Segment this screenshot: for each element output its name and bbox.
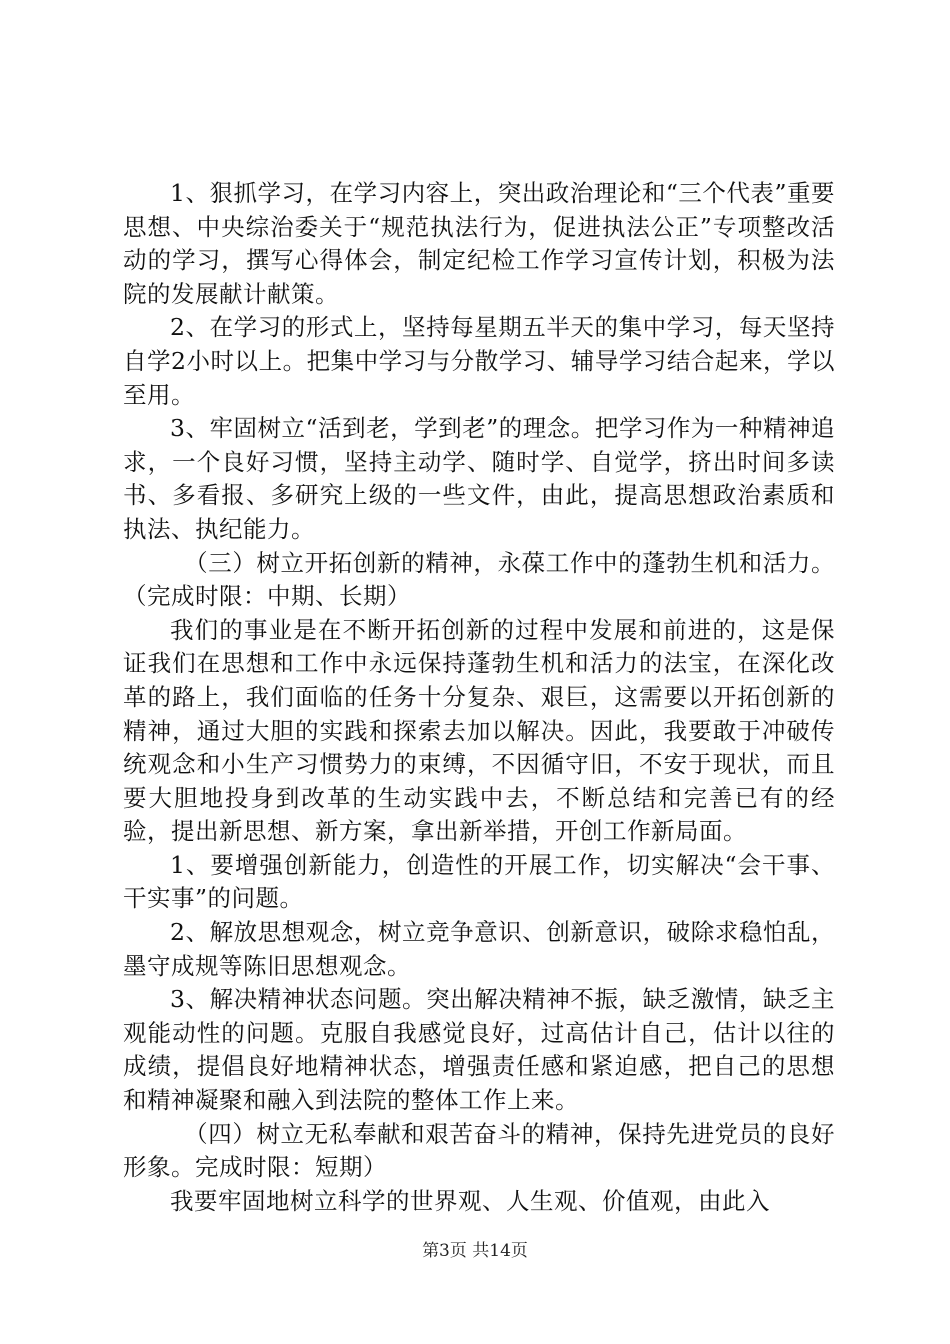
section-heading-dedication: （四）树立无私奉献和艰苦奋斗的精神，保持先进党员的良好形象。完成时限：短期） (123, 1119, 835, 1182)
paragraph-worldview: 我要牢固地树立科学的世界观、人生观、价值观，由此入 (170, 1186, 770, 1215)
section-heading-innovation: （三）树立开拓创新的精神，永葆工作中的蓬勃生机和活力。（完成时限：中期、长期） (123, 548, 835, 611)
paragraph-lifelong-learning: 3、牢固树立“活到老，学到老”的理念。把学习作为一种精神追求，一个良好习惯，坚持主动学、随时学、自觉学，挤出时间多读书、多看报、多研究上级的一些文件，由此，提高思想政治素质和执法、执纪能力。 (123, 414, 835, 543)
paragraph-innovation-body: 我们的事业是在不断开拓创新的过程中发展和前进的，这是保证我们在思想和工作中永远保持蓬勃生机和活力的法宝，在深化改革的路上，我们面临的任务十分复杂、艰巨，这需要以开拓创新的精神，通过大胆的实践和探索去加以解决。因此，我要敢于冲破传统观念和小生产习惯势力的束缚，不因循守旧，不安于现状，而且要大胆地投身到改革的生动实践中去，不断总结和完善已有的经验，提出新思想、新方案，拿出新举措，开创工作新局面。 (123, 615, 835, 846)
paragraph-liberate-thinking: 2、解放思想观念，树立竞争意识、创新意识，破除求稳怕乱，墨守成规等陈旧思想观念。 (123, 918, 835, 980)
document-body (123, 177, 835, 1218)
page-footer: 第3页 共14页 (422, 1241, 528, 1261)
paragraph-study-content: 1、狠抓学习，在学习内容上，突出政治理论和“三个代表”重要思想、中央综治委关于“规范执法行为，促进执法公正”专项整改活动的学习，撰写心得体会，制定纪检工作学习宣传计划，积极为法院的发展献计献策。 (123, 179, 835, 308)
paragraph-innovation-ability: 1、要增强创新能力，创造性的开展工作，切实解决“会干事、干实事”的问题。 (123, 850, 835, 913)
paragraph-spirit-state: 3、解决精神状态问题。突出解决精神不振，缺乏激情，缺乏主观能动性的问题。克服自我感觉良好，过高估计自己，估计以往的成绩，提倡良好地精神状态，增强责任感和紧迫感，把自己的思想和精神凝聚和融入到法院的整体工作上来。 (123, 985, 835, 1115)
paragraph-study-form: 2、在学习的形式上，坚持每星期五半天的集中学习，每天坚持自学2小时以上。把集中学习与分散学习、辅导学习结合起来，学以至用。 (123, 313, 835, 409)
